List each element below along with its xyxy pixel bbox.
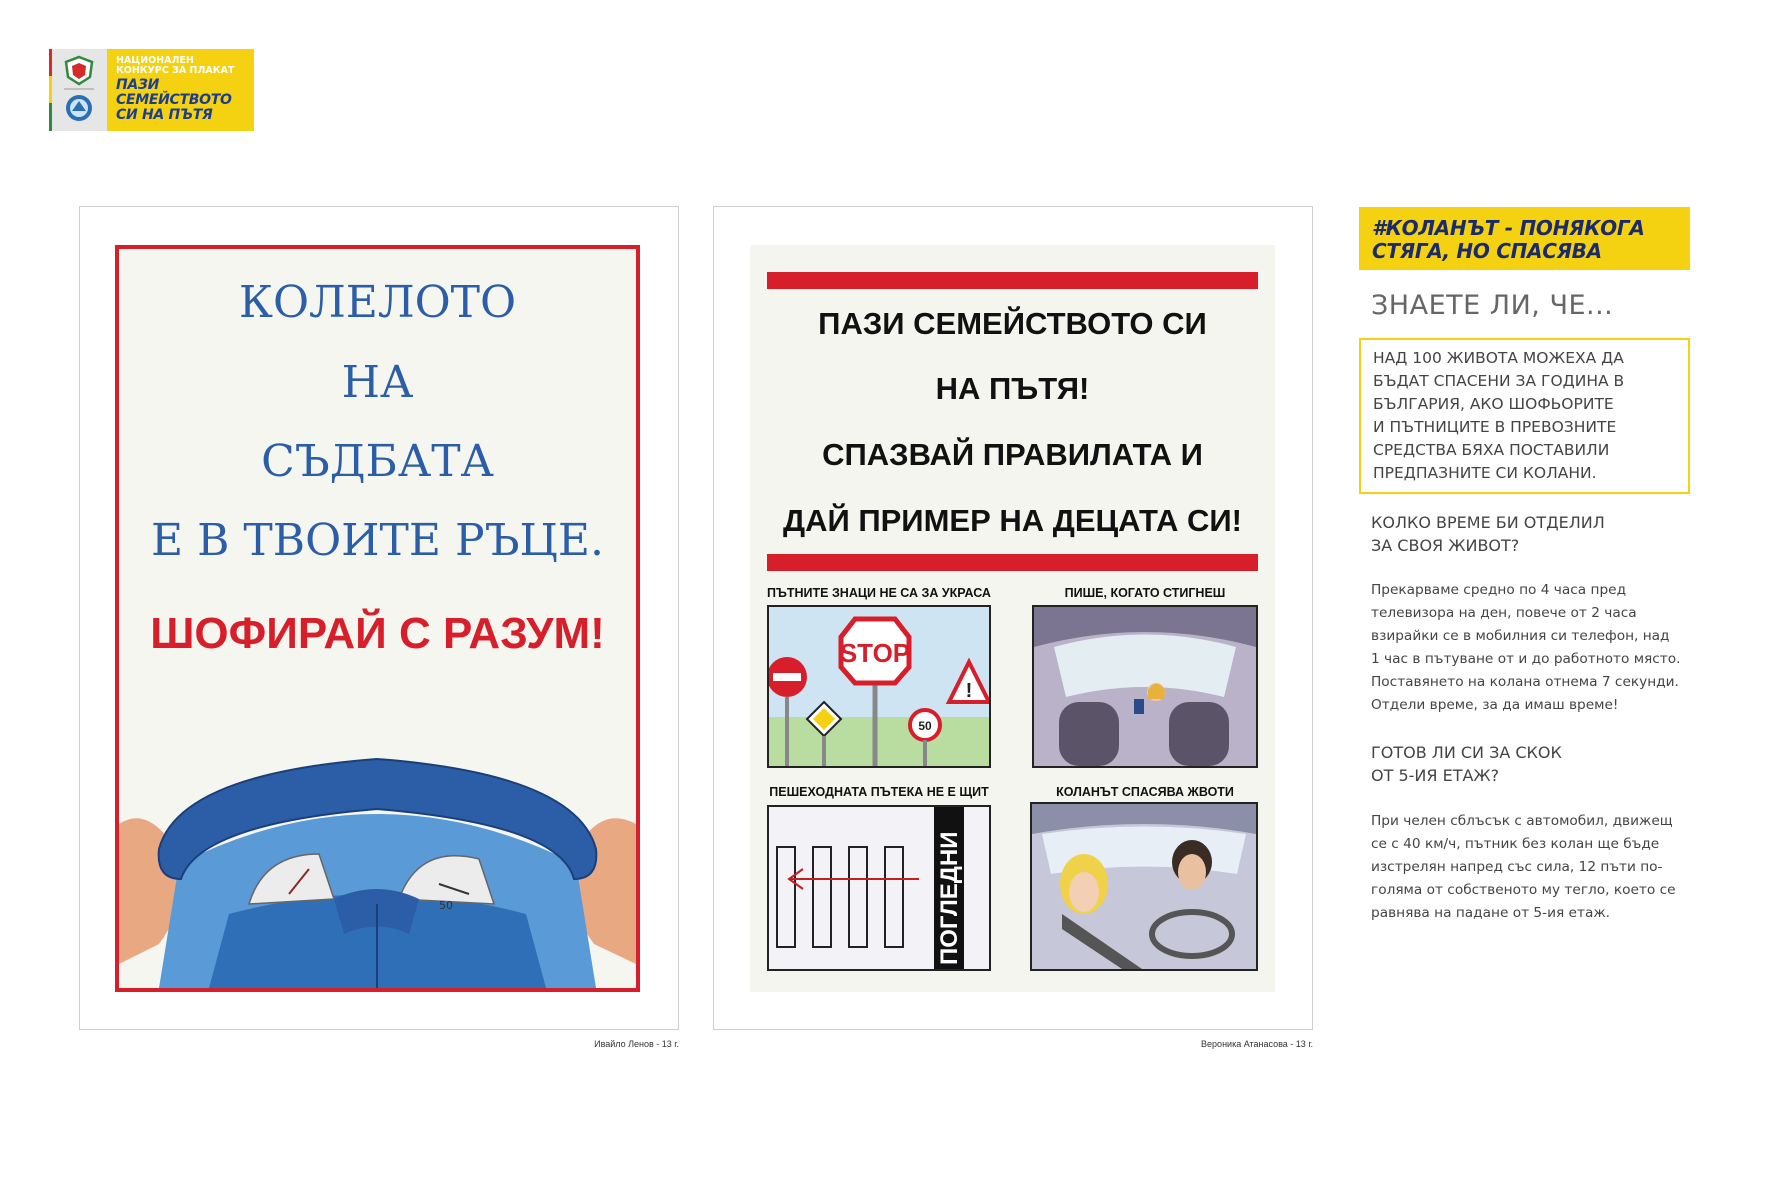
fact-line: НАД 100 ЖИВОТА МОЖЕХА ДА [1373, 349, 1624, 367]
svg-text:!: ! [965, 680, 973, 702]
poster-2 [750, 245, 1275, 992]
body-1-line: телевизора на ден, повече от 2 часа [1371, 605, 1637, 621]
poster-2-line-3: СПАЗВАЙ ПРАВИЛАТА И [822, 437, 1203, 472]
panel-crosswalk [767, 805, 991, 971]
hashtag-line-1: #КОЛАНЪТ - ПОНЯКОГА [1372, 216, 1645, 240]
fact-line: БЪЛГАРИЯ, АКО ШОФЬОРИТЕ [1373, 395, 1614, 413]
hashtag-line-2: СТЯГА, НО СПАСЯВА [1372, 239, 1602, 263]
question-2-line: ГОТОВ ЛИ СИ ЗА СКОК [1371, 743, 1562, 762]
stop-sign-text: STOP [839, 638, 911, 668]
question-2-line: ОТ 5-ИЯ ЕТАЖ? [1371, 766, 1500, 785]
panel-road-signs [767, 605, 991, 768]
poster-1-slogan: ШОФИРАЙ С РАЗУМ! [150, 609, 605, 658]
poster-2-line-4: ДАЙ ПРИМЕР НА ДЕЦАТА СИ! [782, 503, 1242, 538]
panel-title-seatbelt: КОЛАНЪТ СПАСЯВА ЖВОТИ [1056, 785, 1234, 799]
poster-2-author: Вероника Атанасова - 13 г. [1201, 1039, 1313, 1049]
body-2-line: голяма от собственото му тегло, което се [1371, 882, 1676, 898]
poster-1 [115, 245, 640, 992]
crosswalk-road-text: ПОГЛЕДНИ [936, 831, 963, 965]
fact-line: БЪДАТ СПАСЕНИ ЗА ГОДИНА В [1373, 372, 1625, 390]
fact-box [1359, 338, 1690, 494]
fact-line: И ПЪТНИЦИТЕ В ПРЕВОЗНИТЕ [1373, 418, 1617, 436]
speed-limit-text: 50 [918, 719, 932, 733]
question-1-line: КОЛКО ВРЕМЕ БИ ОТДЕЛИЛ [1371, 513, 1605, 532]
did-you-know-heading: ЗНАЕТЕ ЛИ, ЧЕ... [1371, 290, 1614, 321]
gauge-number: 50 [439, 899, 453, 912]
steering-wheel-illustration [119, 704, 636, 988]
body-1-line: Отдели време, за да имаш време! [1371, 697, 1619, 713]
fact-line: СРЕДСТВА БЯХА ПОСТАВИЛИ [1373, 441, 1610, 459]
poster-2-line-2: НА ПЪТЯ! [935, 371, 1090, 406]
fact-line: ПРЕДПАЗНИТЕ СИ КОЛАНИ. [1373, 464, 1597, 482]
body-1-line: Прекарваме средно по 4 часа пред [1371, 582, 1627, 598]
question-1-line: ЗА СВОЯ ЖИВОТ? [1371, 536, 1520, 555]
body-1-line: Поставянето на колана отнема 7 секунди. [1371, 674, 1679, 690]
body-2-line: равнява на падане от 5-ия етаж. [1371, 905, 1611, 921]
body-2-line: се с 40 км/ч, пътник без колан ще бъде [1371, 836, 1660, 852]
logo-text-contest: КОНКУРС ЗА ПЛАКАТ [116, 65, 235, 76]
hashtag-banner [1359, 207, 1690, 270]
panel-title-text-when-arrive: ПИШЕ, КОГАТО СТИГНЕШ [1064, 586, 1226, 600]
logo-text-title-3: СИ НА ПЪТЯ [116, 107, 213, 123]
poster-2-top-bar [767, 272, 1258, 289]
logo-emblems [49, 49, 107, 131]
poster-2-bottom-bar [767, 554, 1258, 571]
logo-text-national: НАЦИОНАЛЕН [116, 55, 194, 66]
logo-text-title-1: ПАЗИ [116, 77, 160, 93]
poster-1-line-4: Е В ТВОИТЕ РЪЦЕ. [150, 515, 605, 566]
body-2-line: При челен сблъсък с автомобил, движещ [1371, 813, 1673, 829]
poster-1-author: Ивайло Ленов - 13 г. [594, 1039, 679, 1049]
panel-title-road-signs: ПЪТНИТЕ ЗНАЦИ НЕ СА ЗА УКРАСА [767, 586, 991, 600]
logo-text-title-2: СЕМЕЙСТВОТО [116, 92, 232, 108]
panel-texting [1032, 605, 1258, 768]
poster-1-line-2: НА [341, 357, 414, 408]
shield-icon [52, 49, 107, 131]
panel-title-crosswalk: ПЕШЕХОДНАТА ПЪТЕКА НЕ Е ЩИТ [769, 785, 989, 799]
poster-2-line-1: ПАЗИ СЕМЕЙСТВОТО СИ [818, 306, 1207, 341]
poster-1-line-3: СЪДБАТА [261, 436, 494, 487]
body-2-line: изстрелян напред със сила, 12 пъти по- [1371, 859, 1663, 875]
contest-logo [49, 49, 254, 131]
panel-seatbelt [1030, 802, 1258, 971]
body-1-line: взирайки се в мобилния си телефон, над [1371, 628, 1670, 644]
poster-1-line-1: КОЛЕЛОТО [238, 277, 517, 328]
body-1-line: 1 час в пътуване от и до работното място. [1371, 651, 1681, 667]
